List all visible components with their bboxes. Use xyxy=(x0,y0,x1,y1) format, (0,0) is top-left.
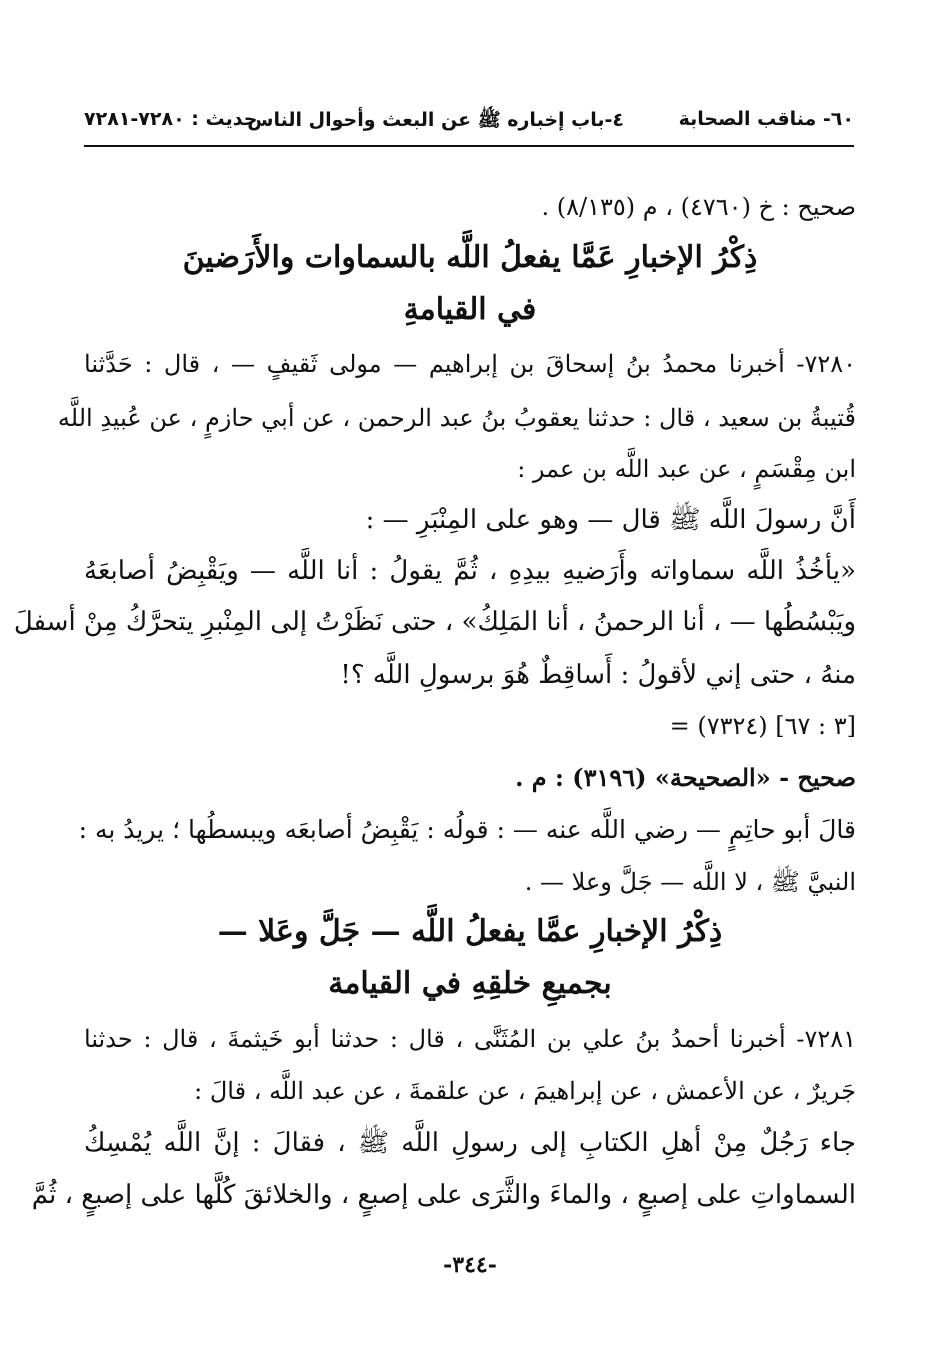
hadith-text-line-1: أَنَّ رسولَ اللَّه ﷺ قال — وهو على المِنْبَرِ — : xyxy=(365,505,856,535)
cross-reference: = (٧٣٢٤) [٣ : ٦٧] xyxy=(669,712,856,740)
hadith-7280-line-3: ابن مِقْسَمٍ ، عن عبد اللَّه بن عمر : xyxy=(517,455,856,483)
hadith-7281-line-2: جَريرٌ ، عن الأعمش ، عن إبراهيمَ ، عن علقمةَ ، عن عبد اللَّه ، قالَ : xyxy=(194,1077,856,1105)
header-chapter: ٦٠- مناقب الصحابة xyxy=(678,108,854,130)
section-heading-2-line-1: ذِكْرُ الإخبارِ عمَّا يفعلُ اللَّه — جَلَّ وعَلا — xyxy=(217,914,723,949)
hadith-7281-line-1: ٧٢٨١- أخبرنا أحمدُ بنُ علي بن المُثَنَّى ، قال : حدثنا أبو خَيثمةَ ، قال : حدثنا xyxy=(84,1025,856,1053)
hadith-7281-line-3: جاء رَجُلٌ مِنْ أهلِ الكتابِ إلى رسولِ اللَّه ﷺ ، فقالَ : إنَّ اللَّه يُمْسِكُ xyxy=(84,1128,856,1158)
header-rule xyxy=(84,145,854,147)
hadith-7280-line-1: ٧٢٨٠- أخبرنا محمدُ بنُ إسحاقَ بن إبراهيم — مولى ثَقيفٍ — ، قال : حَدَّثنا xyxy=(84,350,856,378)
grading-line-2: صحيح - «الصحيحة» (٣١٩٦) : م . xyxy=(515,763,856,792)
commentary-line-1: قالَ أبو حاتِمٍ — رضي اللَّه عنه — : قولُه : يَقْبِضُ أصابعَه ويبسطُها ؛ يريدُ به : xyxy=(78,815,856,844)
section-heading-line-2: في القيامةِ xyxy=(403,292,537,327)
hadith-7280-line-2: قُتيبةُ بن سعيد ، قال : حدثنا يعقوبُ بنُ عبد الرحمن ، عن أبي حازمٍ ، عن عُبيدِ اللَّه xyxy=(57,404,856,432)
hadith-text-line-3: ويَبْسُطُها — ، أنا الرحمنُ ، أنا المَلِكُ» ، حتى نَظَرْتُ إلى المِنْبرِ يتحرَّكُ مِنْ أسفلَ xyxy=(13,607,856,637)
section-heading-line-1: ذِكْرُ الإخبارِ عَمَّا يفعلُ اللَّه بالسماوات والأَرَضينَ xyxy=(182,240,758,275)
header-section: ٤-باب إخباره ﷺ عن البعث وأحوال الناس xyxy=(247,109,624,131)
commentary-line-2: النبيَّ ﷺ ، لا اللَّه — جَلَّ وعلا — . xyxy=(524,868,856,896)
page-number: -٣٤٤- xyxy=(443,1252,497,1278)
hadith-7281-line-4: السماواتِ على إصبعٍ ، والماءَ والثَّرَى على إصبعٍ ، والخلائقَ كُلَّها على إصبعٍ ، ثُمَّ xyxy=(31,1180,856,1210)
hadith-text-line-4: منهُ ، حتى إني لأقولُ : أَساقِطٌ هُوَ برسولِ اللَّه ؟! xyxy=(340,660,856,690)
hadith-text-line-2: «يأخُذُ اللَّه سماواته وأَرَضيهِ بيدِهِ ، ثُمَّ يقولُ : أنا اللَّه — ويَقْبِضُ أصابعَهُ xyxy=(84,556,856,586)
header-hadith-range: حديث : ٧٢٨٠-٧٢٨١ xyxy=(84,108,258,130)
grading-line: صحيح : خ (٤٧٦٠) ، م (٨/١٣٥) . xyxy=(541,193,856,221)
running-header xyxy=(84,108,854,144)
section-heading-2-line-2: بجميعِ خلقِهِ في القيامة xyxy=(328,966,612,1001)
